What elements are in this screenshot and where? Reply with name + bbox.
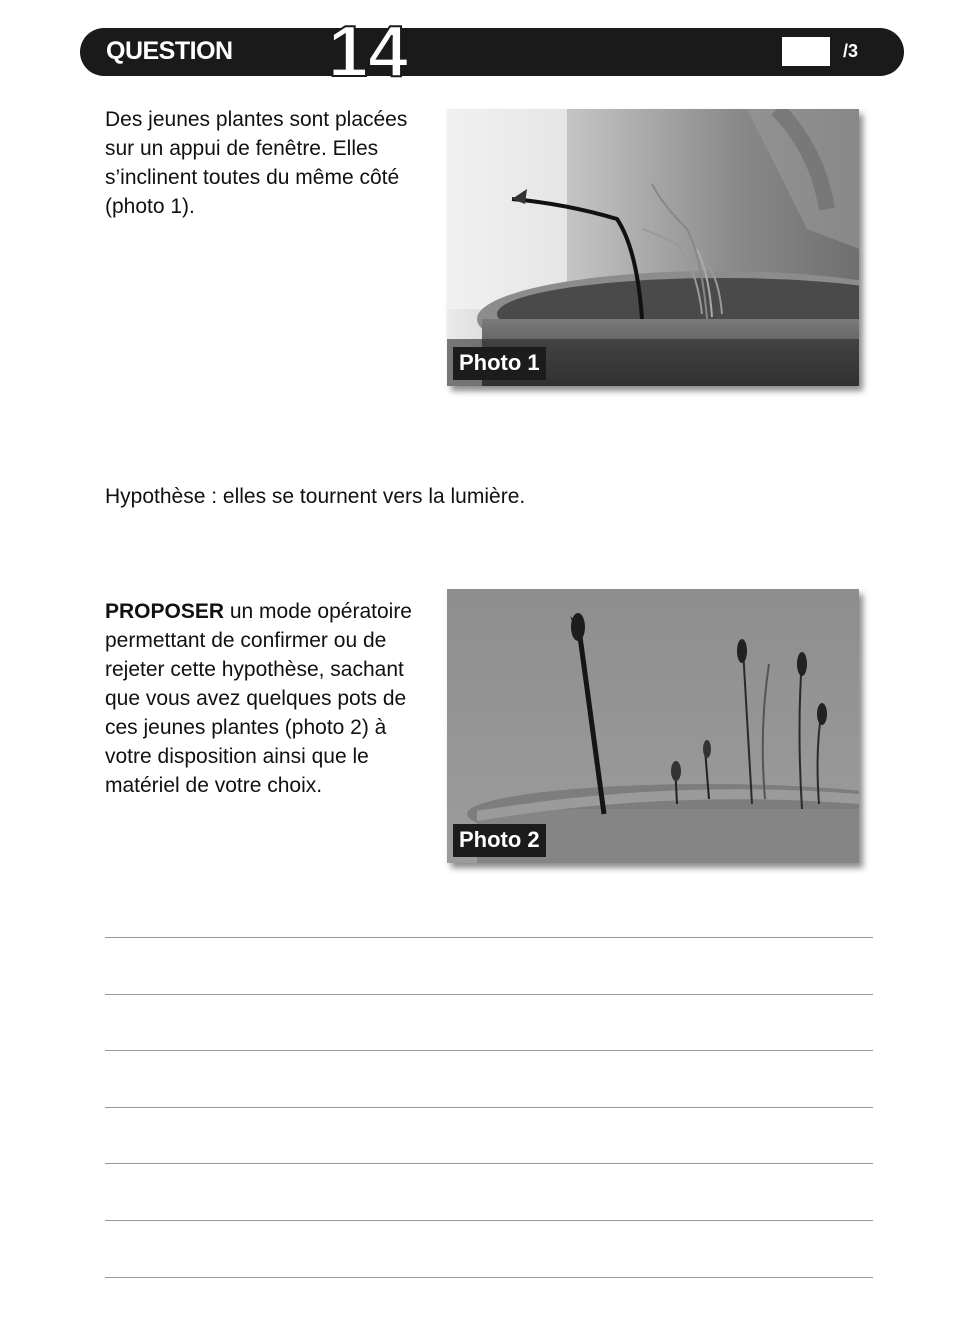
answer-line[interactable] bbox=[105, 1050, 873, 1051]
photo-1 bbox=[447, 109, 859, 386]
score-input[interactable] bbox=[782, 37, 830, 66]
task-verb: PROPOSER bbox=[105, 600, 225, 623]
question-label: QUESTION bbox=[106, 37, 233, 65]
answer-line[interactable] bbox=[105, 1220, 873, 1221]
task-text bbox=[105, 597, 435, 800]
answer-line[interactable] bbox=[105, 1277, 873, 1278]
answer-line[interactable] bbox=[105, 1163, 873, 1164]
score-max: /3 bbox=[843, 41, 859, 61]
question-number-graphic bbox=[324, 16, 414, 88]
hypothesis-text: Hypothèse : elles se tournent vers la lumière. bbox=[105, 485, 526, 508]
answer-line[interactable] bbox=[105, 1107, 873, 1108]
question-number: 14 bbox=[328, 16, 409, 88]
photo-2 bbox=[447, 589, 859, 863]
intro-text: Des jeunes plantes sont placées sur un appui de fenêtre. Elles s’inclinent toutes du même côté (photo 1). bbox=[105, 108, 408, 218]
question-header bbox=[80, 16, 904, 88]
answer-area[interactable] bbox=[105, 937, 873, 1333]
photo-1-image bbox=[447, 109, 859, 386]
photo-2-label: Photo 2 bbox=[453, 824, 546, 857]
answer-line[interactable] bbox=[105, 994, 873, 995]
answer-line[interactable] bbox=[105, 937, 873, 938]
task-body: un mode opératoire permettant de confirmer ou de rejeter cette hypothèse, sachant que vous avez quelques pots de ces jeunes plantes (photo 2) à votre disposition ainsi que le matériel de votre choix. bbox=[105, 600, 412, 797]
photo-2-image bbox=[447, 589, 859, 863]
photo-1-label: Photo 1 bbox=[453, 347, 546, 380]
